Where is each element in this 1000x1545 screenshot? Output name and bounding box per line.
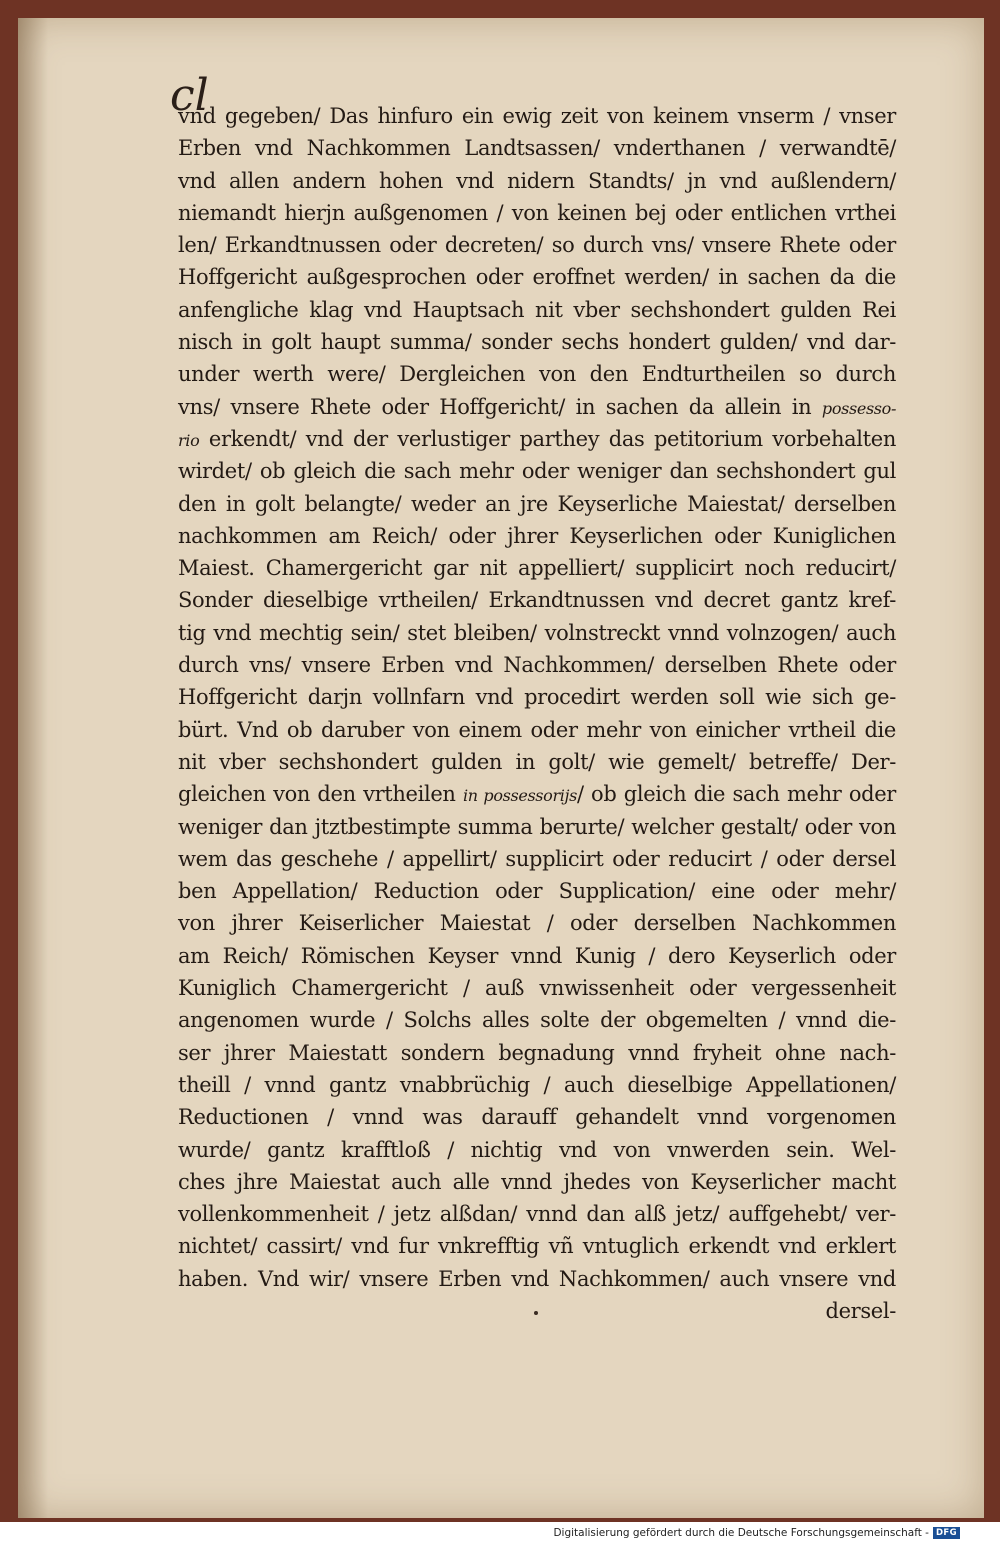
text-line bbox=[178, 423, 896, 455]
text-line bbox=[178, 132, 896, 164]
credit-text: Digitalisierung gefördert durch die Deutsche Forschungsgemeinschaft - bbox=[553, 1527, 929, 1539]
line-text: vnd allen andern hohen vnd nidern Standts/ jn vnd außlendern/ bbox=[178, 168, 896, 193]
line-text: niemandt hierjn außgenomen / von keinen bej oder entlichen vrthei bbox=[178, 200, 896, 225]
text-line bbox=[178, 1263, 896, 1295]
text-line bbox=[178, 391, 896, 423]
line-text: Reductionen / vnnd was darauff gehandelt vnnd vorgenomen bbox=[178, 1105, 896, 1130]
catchword: dersel- bbox=[825, 1298, 896, 1323]
text-line bbox=[178, 584, 896, 616]
line-text: gleichen von den vrtheilen bbox=[178, 782, 463, 807]
text-line bbox=[178, 714, 896, 746]
line-text: wirdet/ ob gleich die sach mehr oder weniger dan sechshondert gul bbox=[178, 459, 896, 484]
text-line bbox=[178, 1166, 896, 1198]
text-line bbox=[178, 520, 896, 552]
line-text: len/ Erkandtnussen oder decreten/ so durch vns/ vnsere Rhete oder bbox=[178, 233, 896, 258]
text-line bbox=[178, 229, 896, 261]
text-line bbox=[178, 940, 896, 972]
text-line bbox=[178, 746, 896, 778]
line-text: tig vnd mechtig sein/ stet bleiben/ volnstreckt vnnd volnzogen/ auch bbox=[178, 620, 896, 645]
line-text: Sonder dieselbige vrtheilen/ Erkandtnussen vnd decret gantz kref- bbox=[178, 588, 896, 613]
latin-phrase: possesso- bbox=[821, 398, 896, 418]
line-text: Maiest. Chamergericht gar nit appelliert/ supplicirt noch reducirt/ bbox=[178, 556, 896, 581]
line-text: Hoffgericht außgesprochen oder eroffnet werden/ in sachen da die bbox=[178, 265, 896, 290]
text-line bbox=[178, 197, 896, 229]
text-line bbox=[178, 326, 896, 358]
line-text: theill / vnnd gantz vnabbrüchig / auch dieselbige Appellationen/ bbox=[178, 1072, 896, 1097]
body-text bbox=[178, 100, 896, 1327]
dfg-logo-icon: DFG bbox=[933, 1527, 960, 1539]
line-text: nachkommen am Reich/ oder jhrer Keyserlichen oder Kuniglichen bbox=[178, 523, 896, 548]
text-line bbox=[178, 261, 896, 293]
line-text: ser jhrer Maiestatt sondern begnadung vnnd fryheit ohne nach- bbox=[178, 1040, 896, 1065]
line-text: von jhrer Keiserlicher Maiestat / oder derselben Nachkommen bbox=[178, 911, 896, 936]
footer-credit bbox=[553, 1527, 960, 1539]
text-line bbox=[178, 488, 896, 520]
signature-mark: cl bbox=[170, 70, 209, 121]
text-line bbox=[178, 1004, 896, 1036]
latin-phrase: rio bbox=[178, 430, 200, 450]
line-text: under werth were/ Dergleichen von den Endturtheilen so durch bbox=[178, 362, 896, 387]
line-text: nit vber sechshondert gulden in golt/ wie gemelt/ betreffe/ Der- bbox=[178, 749, 896, 774]
text-line bbox=[178, 1134, 896, 1166]
text-line bbox=[178, 811, 896, 843]
text-line bbox=[178, 778, 896, 810]
line-text: den in golt belangte/ weder an jre Keyserliche Maiestat/ derselben bbox=[178, 491, 896, 516]
text-line bbox=[178, 455, 896, 487]
text-line bbox=[178, 649, 896, 681]
line-text: am Reich/ Römischen Keyser vnnd Kunig / dero Keyserlich oder bbox=[178, 943, 896, 968]
line-text: Erben vnd Nachkommen Landtsassen/ vnderthanen / verwandtē/ bbox=[178, 136, 896, 161]
line-text: nisch in golt haupt summa/ sonder sechs hondert gulden/ vnd dar- bbox=[178, 330, 896, 355]
line-text: erkendt/ vnd der verlustiger parthey das petitorium vorbehalten bbox=[199, 426, 896, 451]
text-line bbox=[178, 875, 896, 907]
text-line bbox=[178, 552, 896, 584]
line-text: / ob gleich die sach mehr oder bbox=[576, 782, 896, 807]
line-text: anfengliche klag vnd Hauptsach nit vber sechshondert gulden Rei bbox=[178, 297, 896, 322]
line-text: bürt. Vnd ob daruber von einem oder mehr von einicher vrtheil die bbox=[178, 717, 896, 742]
text-line bbox=[178, 1069, 896, 1101]
line-text: Kuniglich Chamergericht / auß vnwissenheit oder vergessenheit bbox=[178, 976, 896, 1001]
text-line bbox=[178, 843, 896, 875]
line-text: angenomen wurde / Solchs alles solte der obgemelten / vnnd die- bbox=[178, 1008, 896, 1033]
line-text: nichtet/ cassirt/ vnd fur vnkrefftig vñ vntuglich erkendt vnd erklert bbox=[178, 1234, 896, 1259]
text-line bbox=[178, 1101, 896, 1133]
line-text: Hoffgericht darjn vollnfarn vnd procedirt werden soll wie sich ge- bbox=[178, 685, 896, 710]
line-text: vollenkommenheit / jetz alßdan/ vnnd dan alß jetz/ auffgehebt/ ver- bbox=[178, 1202, 896, 1227]
line-text: vns/ vnsere Rhete oder Hoffgericht/ in sachen da allein in bbox=[178, 394, 822, 419]
text-line bbox=[178, 100, 896, 132]
text-line bbox=[178, 617, 896, 649]
line-text: haben. Vnd wir/ vnsere Erben vnd Nachkommen/ auch vnsere vnd bbox=[178, 1266, 896, 1291]
text-line bbox=[178, 165, 896, 197]
text-line bbox=[178, 681, 896, 713]
line-text: ches jhre Maiestat auch alle vnnd jhedes von Keyserlicher macht bbox=[178, 1169, 896, 1194]
line-text: wem das geschehe / appellirt/ supplicirt oder reducirt / oder dersel bbox=[178, 846, 896, 871]
line-text: ben Appellation/ Reduction oder Supplication/ eine oder mehr/ bbox=[178, 879, 896, 904]
line-text: wurde/ gantz krafftloß / nichtig vnd von vnwerden sein. Wel- bbox=[178, 1137, 896, 1162]
line-text: vnd gegeben/ Das hinfuro ein ewig zeit von keinem vnserm / vnser bbox=[178, 104, 896, 128]
text-line bbox=[178, 1230, 896, 1262]
latin-phrase: in possessorijs bbox=[462, 786, 577, 806]
text-line bbox=[178, 1198, 896, 1230]
line-text: durch vns/ vnsere Erben vnd Nachkommen/ derselben Rhete oder bbox=[178, 653, 896, 678]
text-line bbox=[178, 1037, 896, 1069]
line-text: weniger dan jtztbestimpte summa berurte/ welcher gestalt/ oder von bbox=[178, 814, 896, 839]
text-line bbox=[178, 358, 896, 390]
text-line bbox=[178, 907, 896, 939]
text-line bbox=[178, 294, 896, 326]
text-line bbox=[178, 972, 896, 1004]
